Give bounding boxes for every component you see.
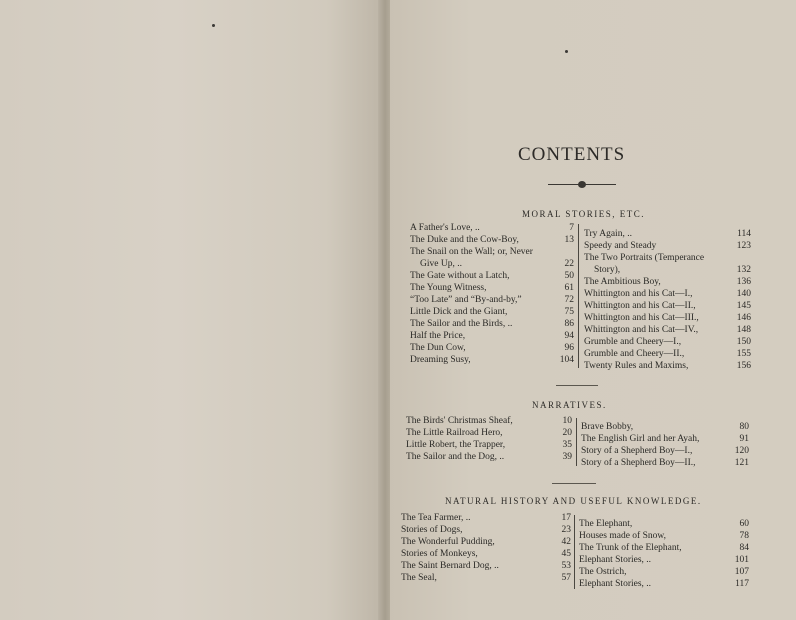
column-divider — [574, 515, 575, 589]
contents-entry — [401, 572, 571, 584]
entry-title: Grumble and Cheery—II., — [584, 349, 685, 359]
entry-page-number: 53 — [561, 561, 571, 571]
contents-entry — [410, 318, 574, 330]
contents-entry — [584, 300, 751, 312]
entry-page-number: 86 — [564, 319, 574, 329]
entry-title: Little Robert, the Trapper, — [406, 440, 506, 450]
section-moral-left-column — [410, 222, 574, 366]
entry-page-number: 104 — [559, 355, 574, 365]
contents-entry — [579, 542, 749, 554]
contents-entry — [584, 360, 751, 372]
column-divider — [576, 418, 577, 466]
entry-title: The Birds' Christmas Sheaf, — [406, 416, 513, 426]
section-heading-narratives: NARRATIVES. — [532, 400, 607, 410]
entry-title: Whittington and his Cat—III., — [584, 313, 699, 323]
entry-page-number: 60 — [739, 519, 749, 529]
contents-entry — [410, 306, 574, 318]
entry-title: Whittington and his Cat—I., — [584, 289, 693, 299]
entry-page-number: 107 — [734, 567, 749, 577]
entry-title: Grumble and Cheery—I., — [584, 337, 682, 347]
entry-title: The Two Portraits (Temperance — [584, 253, 705, 263]
entry-title: Elephant Stories, .. — [579, 555, 652, 565]
entry-page-number: 35 — [562, 440, 572, 450]
entry-title: Stories of Monkeys, — [401, 549, 478, 559]
contents-entry — [401, 548, 571, 560]
contents-entry — [584, 348, 751, 360]
entry-page-number: 96 — [564, 343, 574, 353]
contents-entry — [584, 276, 751, 288]
entry-title: The English Girl and her Ayah, — [581, 434, 700, 444]
entry-title: The Saint Bernard Dog, .. — [401, 561, 499, 571]
contents-entry — [410, 354, 574, 366]
contents-entry — [410, 294, 574, 306]
entry-page-number: 91 — [739, 434, 749, 444]
entry-page-number: 101 — [734, 555, 749, 565]
entry-page-number: 150 — [736, 337, 751, 347]
entry-title: The Ostrich, — [579, 567, 627, 577]
entry-page-number: 117 — [735, 579, 749, 589]
entry-page-number: 42 — [561, 537, 571, 547]
entry-title: Give Up, .. — [420, 259, 462, 269]
contents-entry — [581, 421, 749, 433]
entry-title: The Wonderful Pudding, — [401, 537, 495, 547]
contents-entry — [406, 439, 572, 451]
entry-title: Try Again, .. — [584, 229, 632, 239]
entry-title: The Sailor and the Birds, .. — [410, 319, 513, 329]
entry-page-number: 7 — [569, 223, 574, 233]
entry-title: Speedy and Steady — [584, 241, 657, 251]
entry-page-number: 75 — [564, 307, 574, 317]
paper-speck — [565, 50, 568, 53]
entry-page-number: 57 — [561, 573, 571, 583]
entry-title: Story of a Shepherd Boy—II., — [581, 458, 696, 468]
entry-page-number: 123 — [736, 241, 751, 251]
entry-title: Little Dick and the Giant, — [410, 307, 508, 317]
contents-entry — [410, 270, 574, 282]
entry-title: Whittington and his Cat—IV., — [584, 325, 699, 335]
entry-page-number: 10 — [562, 416, 572, 426]
entry-page-number: 72 — [564, 295, 574, 305]
entry-title: The Snail on the Wall; or, Never — [410, 247, 533, 257]
contents-entry — [579, 554, 749, 566]
contents-title: CONTENTS — [518, 144, 626, 165]
entry-page-number: 156 — [736, 361, 751, 371]
entry-title: The Little Railroad Hero, — [406, 428, 503, 438]
entry-page-number: 140 — [736, 289, 751, 299]
entry-page-number: 61 — [564, 283, 574, 293]
entry-page-number: 17 — [561, 513, 571, 523]
entry-page-number: 50 — [564, 271, 574, 281]
entry-page-number: 20 — [562, 428, 572, 438]
section-natural-history-right-column — [579, 518, 749, 590]
entry-title: A Father's Love, .. — [410, 223, 480, 233]
contents-entry — [581, 457, 749, 469]
contents-entry — [579, 518, 749, 530]
entry-title: Brave Bobby, — [581, 422, 634, 432]
contents-entry — [581, 433, 749, 445]
entry-title: The Seal, — [401, 573, 437, 583]
contents-entry — [401, 560, 571, 572]
contents-entry — [401, 512, 571, 524]
left-blank-page — [0, 0, 384, 620]
entry-title: The Gate without a Latch, — [410, 271, 510, 281]
contents-entry — [410, 282, 574, 294]
contents-entry — [406, 427, 572, 439]
entry-page-number: 121 — [734, 458, 749, 468]
entry-title: The Young Witness, — [410, 283, 487, 293]
contents-entry — [410, 222, 574, 234]
entry-title: The Dun Cow, — [410, 343, 466, 353]
entry-page-number: 45 — [561, 549, 571, 559]
contents-entry — [584, 264, 751, 276]
entry-title: The Ambitious Boy, — [584, 277, 661, 287]
contents-entry — [584, 312, 751, 324]
section-heading-moral: MORAL STORIES, ETC. — [522, 209, 646, 219]
contents-entry — [584, 324, 751, 336]
paper-speck — [212, 24, 215, 27]
entry-page-number: 94 — [564, 331, 574, 341]
contents-entry — [410, 258, 574, 270]
entry-title: The Elephant, — [579, 519, 633, 529]
contents-entry — [579, 530, 749, 542]
entry-title: Story of a Shepherd Boy—I., — [581, 446, 693, 456]
entry-title: Elephant Stories, .. — [579, 579, 652, 589]
entry-page-number: 146 — [736, 313, 751, 323]
contents-entry — [584, 336, 751, 348]
entry-page-number: 39 — [562, 452, 572, 462]
section-narratives-left-column — [406, 415, 572, 463]
entry-title: Twenty Rules and Maxims, — [584, 361, 689, 371]
entry-page-number: 155 — [736, 349, 751, 359]
contents-entry — [584, 288, 751, 300]
contents-entry — [406, 451, 572, 463]
section-rule — [552, 483, 596, 484]
contents-entry — [410, 330, 574, 342]
contents-entry — [579, 566, 749, 578]
contents-entry — [406, 415, 572, 427]
section-natural-history-left-column — [401, 512, 571, 584]
entry-title: The Duke and the Cow-Boy, — [410, 235, 519, 245]
column-divider — [578, 224, 579, 368]
contents-entry — [579, 578, 749, 590]
entry-page-number: 120 — [734, 446, 749, 456]
entry-title: Stories of Dogs, — [401, 525, 463, 535]
contents-entry — [584, 240, 751, 252]
entry-title: The Sailor and the Dog, .. — [406, 452, 505, 462]
entry-page-number: 23 — [561, 525, 571, 535]
entry-title: Whittington and his Cat—II., — [584, 301, 696, 311]
entry-page-number: 84 — [739, 543, 749, 553]
entry-page-number: 80 — [739, 422, 749, 432]
entry-title: Half the Price, — [410, 331, 466, 341]
entry-page-number: 22 — [564, 259, 574, 269]
contents-entry — [410, 246, 574, 258]
entry-title: Houses made of Snow, — [579, 531, 666, 541]
contents-entry — [584, 228, 751, 240]
section-narratives-right-column — [581, 421, 749, 469]
contents-entry — [401, 524, 571, 536]
section-moral-right-column — [584, 228, 751, 372]
ornament-divider — [548, 180, 616, 190]
entry-page-number: 145 — [736, 301, 751, 311]
entry-title: Dreaming Susy, — [410, 355, 471, 365]
entry-page-number: 136 — [736, 277, 751, 287]
entry-title: The Trunk of the Elephant, — [579, 543, 682, 553]
entry-page-number: 78 — [739, 531, 749, 541]
contents-entry — [410, 342, 574, 354]
entry-page-number: 148 — [736, 325, 751, 335]
contents-entry — [584, 252, 751, 264]
entry-title: Story), — [594, 265, 621, 275]
entry-page-number: 132 — [736, 265, 751, 275]
section-rule — [556, 385, 598, 386]
entry-title: The Tea Farmer, .. — [401, 513, 471, 523]
entry-page-number: 114 — [737, 229, 751, 239]
contents-entry — [401, 536, 571, 548]
contents-entry — [410, 234, 574, 246]
entry-title: “Too Late” and “By-and-by,” — [410, 295, 522, 305]
entry-page-number: 13 — [564, 235, 574, 245]
contents-entry — [581, 445, 749, 457]
section-heading-natural-history: NATURAL HISTORY AND USEFUL KNOWLEDGE. — [445, 496, 702, 506]
